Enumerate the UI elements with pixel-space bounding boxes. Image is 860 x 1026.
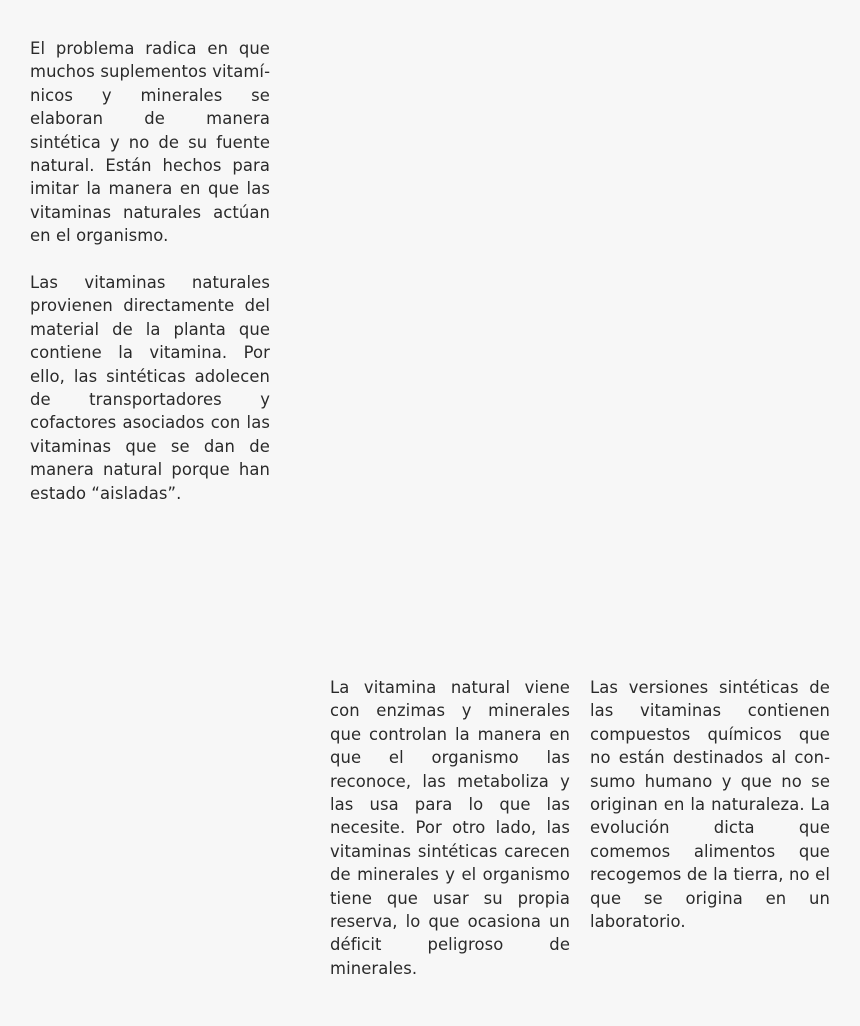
text-column-left	[30, 37, 270, 505]
paragraph-synthetic-versions: Las versiones sintéticas de las vitaminas contienen compuestos químicos que no están destinados al consumo humano y que no se originan en la naturaleza. La evolución dicta que comemos alimentos que recogemos de la tierra, no el que se origina en un laboratorio.	[590, 678, 830, 932]
text-column-middle	[330, 676, 570, 980]
paragraph-synthetic-problem: El problema radica en que muchos suplementos vitamínicos y minerales se elaboran de manera sintética y no de su fuente natural. Están hechos para imitar la manera en que las vitaminas naturales actúan en el organismo.	[30, 39, 270, 246]
paragraph-natural-enzymes: La vitamina natural viene con enzimas y minerales que controlan la manera en que el organismo las reconoce, las metaboliza y las usa para lo que las necesite. Por otro lado, las vitaminas sintéticas carecen de minerales y el organismo tiene que usar su propia reserva, lo que ocasiona un déficit peligroso de minerales.	[330, 678, 570, 978]
paragraph-natural-vitamins: Las vitaminas naturales provienen directamente del material de la planta que contiene la vitamina. Por ello, las sintéticas adolecen de transportadores y cofactores asociados con las vitaminas que se dan de manera natural porque han estado “aisladas”.	[30, 273, 270, 503]
text-column-right	[590, 676, 830, 933]
